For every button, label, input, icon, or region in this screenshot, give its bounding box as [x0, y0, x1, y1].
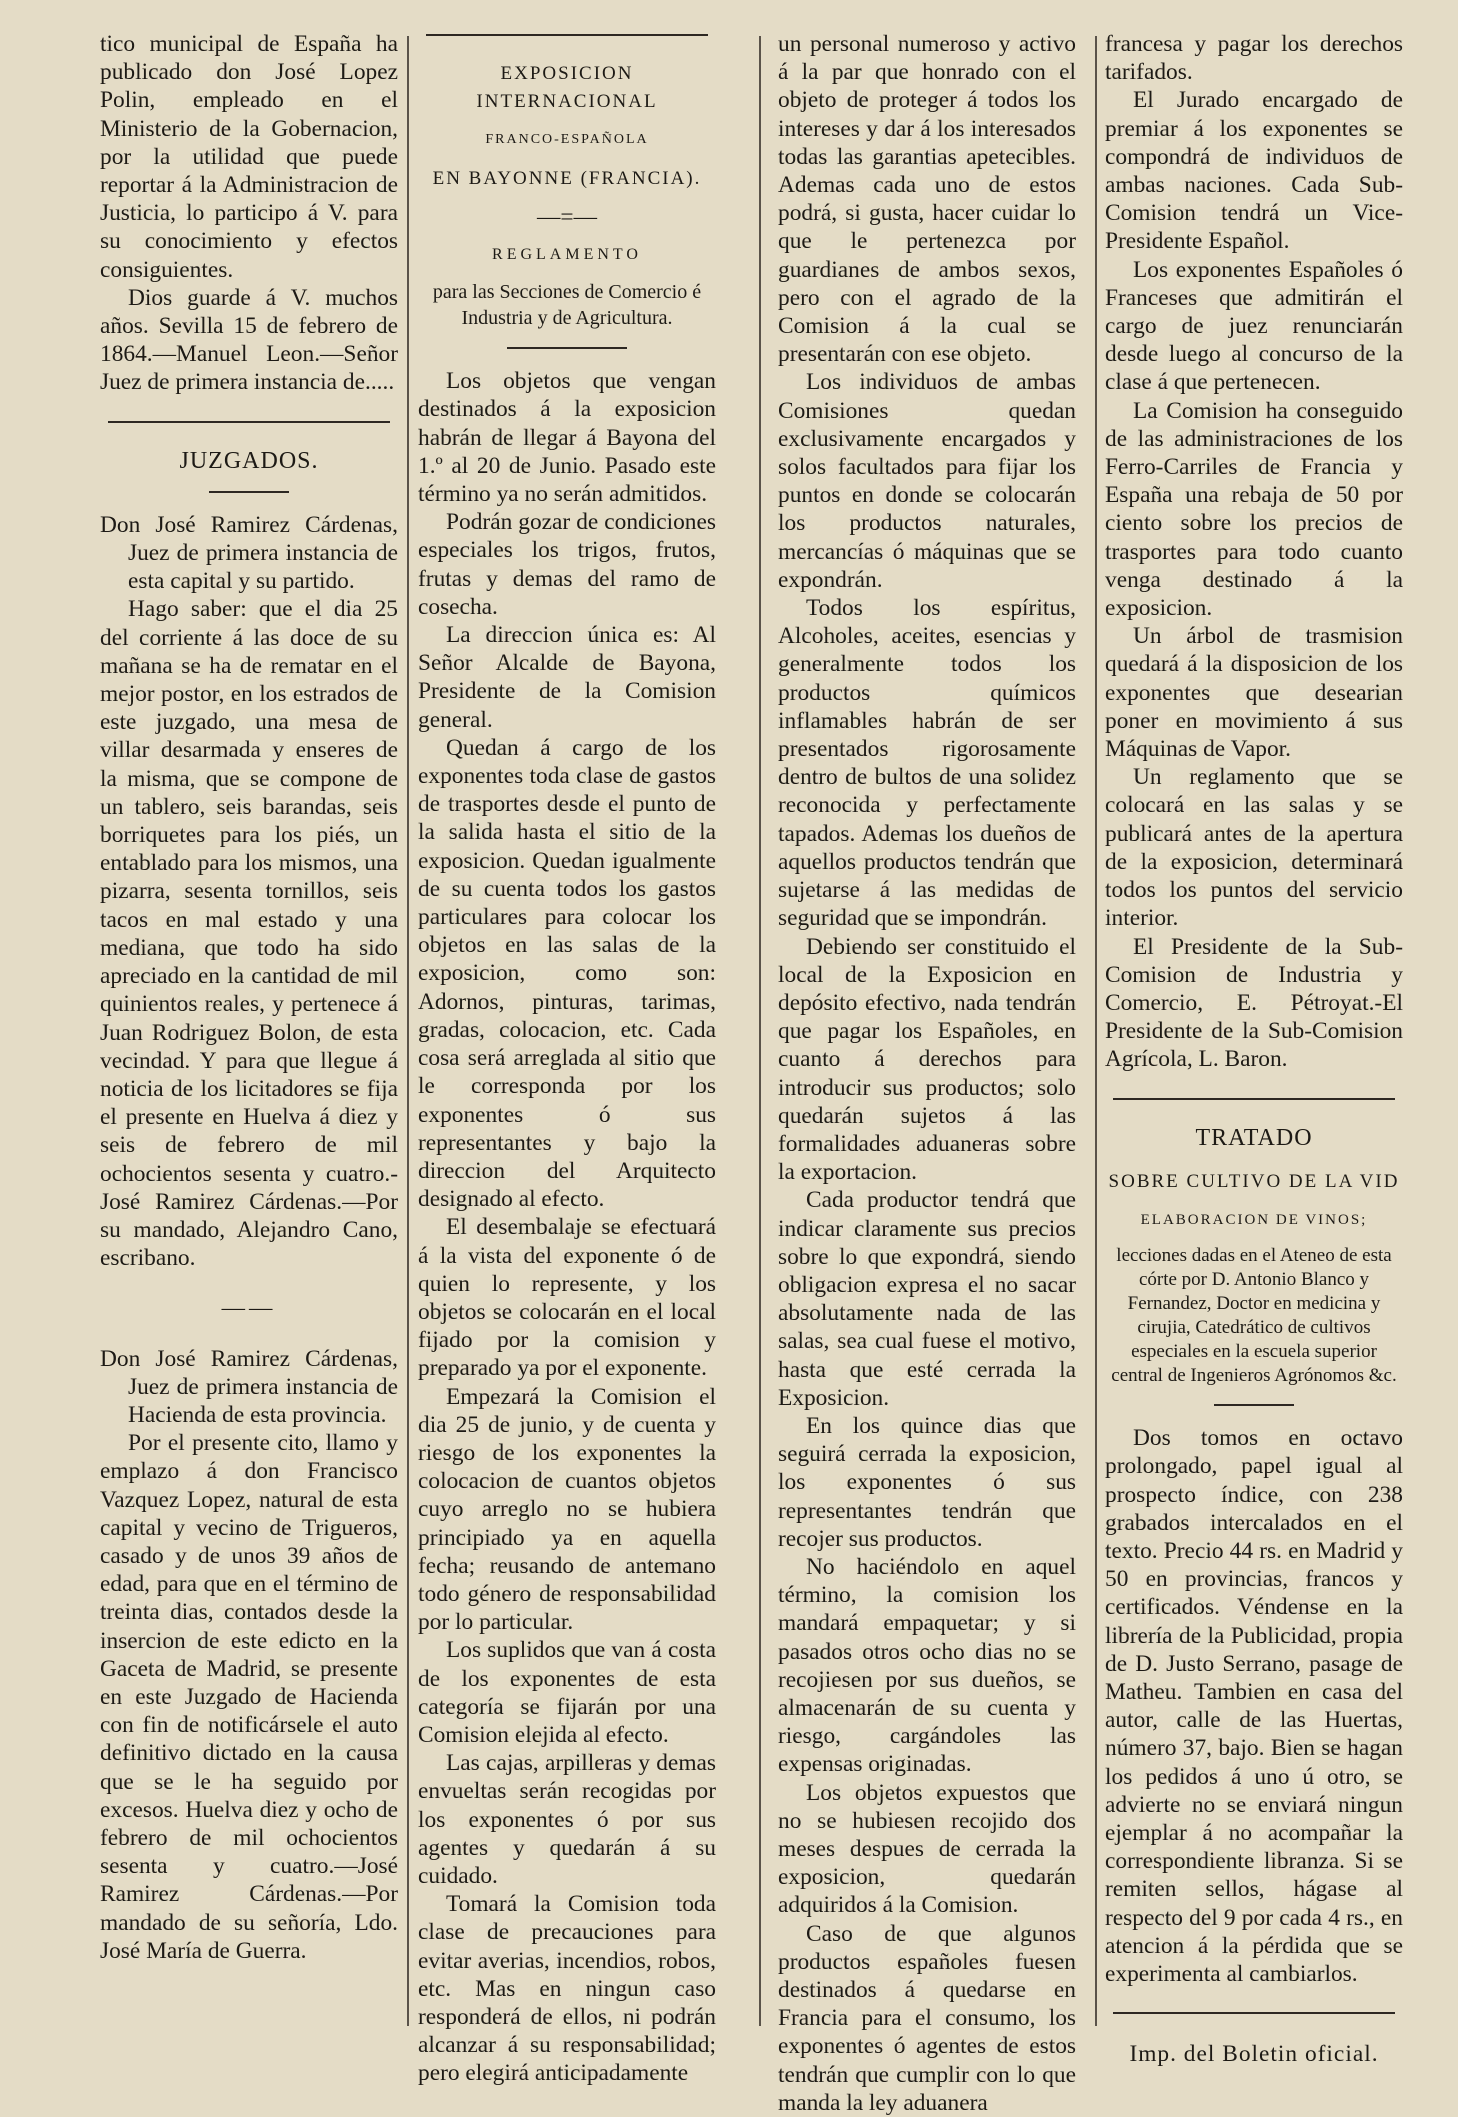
paragraph: un personal numeroso y activo á la par que honrado con el objeto de proteger á todos los intereses y dar á los interesados todas las garantias apetecibles. Ademas cada uno de estos podrá, si gusta, hacer cuidar lo que le pertenezca por guardianes de ambos sexos, pero con el agrado de la Comision á la cual se presentarán con ese objeto. — [778, 31, 1076, 368]
juzgados-title: JUZGADOS. — [179, 447, 319, 474]
paragraph: El desembalaje se efectuará á la vista del exponente ó de quien lo represente, y los objetos se colocarán en el local fijado por la comision y preparado ya por el exponente. — [418, 1214, 716, 1382]
section-divider — [426, 34, 708, 36]
paragraph: Un árbol de trasmision quedará á la disposicion de los exponentes que desearian poner en movimiento á sus Máquinas de Vapor. — [1105, 623, 1403, 763]
paragraph: Todos los espíritus, Alcoholes, aceites, esencias y generalmente todos los productos químicos inflamables habrán de ser presentados rigorosamente dentro de bultos de una solidez reconocida y perfectamente tapados. Ademas los dueños de aquellos productos tendrán que sujetarse á las medidas de seguridad que se impondrán. — [778, 595, 1076, 932]
edict-2-header: Don José Ramirez Cárdenas, Juez de primera instancia de Hacienda de esta provincia. — [100, 1345, 398, 1428]
paragraph: Debiendo ser constituido el local de la Exposicion en depósito efectivo, nada tendrán que pagar los Españoles, en cuanto á derechos para introducir sus productos; solo quedarán sujetos á las formalidades aduaneras sobre la exportacion. — [778, 933, 1076, 1186]
paragraph: Un reglamento que se colocará en las salas y se publicará antes de la apertura de la exposicion, determinará todos los puntos del servicio interior. — [1105, 764, 1403, 932]
paragraph: Los objetos que vengan destinados á la exposicion habrán de llegar á Bayona del 1.º al 20 de Junio. Pasado este término ya no serán admitidos. — [418, 368, 716, 508]
edict-separator: —— — [221, 1295, 277, 1322]
column-rule — [407, 36, 409, 2026]
paragraph: Los individuos de ambas Comisiones quedan exclusivamente encargados y solos facultados para fijar los puntos en donde se colocarán los productos naturales, mercancías ó máquinas que se expondrán. — [778, 369, 1076, 593]
reglamento-title: REGLAMENTO — [492, 246, 642, 264]
letter-continuation: tico municipal de España ha publicado don José Lopez Polin, empleado en el Ministerio de la Gobernacion, por la utilidad que puede reportar á la Administracion de Justicia, lo participo á V. para su conocimiento y efectos consiguientes. — [100, 31, 398, 283]
exposicion-place: EN BAYONNE (FRANCIA). — [432, 167, 702, 189]
section-divider — [1113, 2012, 1395, 2014]
column-1 — [100, 30, 398, 2040]
paragraph: En los quince dias que seguirá cerrada la exposicion, los exponentes ó sus representantes tendrán que recojer sus productos. — [778, 1412, 1076, 1552]
title-underline — [1214, 1404, 1294, 1406]
section-divider — [1113, 1098, 1395, 1100]
paragraph: Las cajas, arpilleras y demas envueltas serán recogidas por los exponentes ó por sus agentes y quedarán á su cuidado. — [418, 1750, 716, 1889]
paragraph: Tomará la Comision toda clase de precauciones para evitar averias, incendios, robos, etc. Mas en ningun caso responderá de ellos, ni podrán alcanzar á su responsabilidad; pero elegirá anticipadamente — [418, 1891, 716, 2087]
paragraph: No haciéndolo en aquel término, la comision los mandará empaquetar; y si pasados otros ocho dias no se recojiesen por sus dueños, se almacenarán de su cuenta y riesgo, cargándoles las expensas originadas. — [778, 1553, 1076, 1778]
edict-2-body: Por el presente cito, llamo y emplazo á don Francisco Vazquez Lopez, natural de esta capital y vecino de Trigueros, casado y de unos 39 años de edad, para que en el término de treinta dias, contados desde la insercion de este edicto en la Gaceta de Madrid, se presente en este Juzgado de Hacienda con fin de notificársele el auto definitivo dictado en la causa que se le ha seguido por excesos. Huelva diez y ocho de febrero de mil ochocientos sesenta y cuatro.—José Ramirez Cárdenas.—Por mandado de su señoría, Ldo. José María de Guerra. — [100, 1430, 398, 1964]
column-2 — [418, 30, 716, 2087]
tratado-body: Dos tomos en octavo prolongado, papel igual al prospecto índice, con 238 grabados intercalados en el texto. Precio 44 rs. en Madrid y 50 en provincias, francos y certificados. Véndense en la librería de la Publicidad, propia de D. Justo Serrano, pasage de Matheu. Tambien en casa del autor, calle de las Huertas, número 37, bajo. Bien se hagan los pedidos á uno ú otro, se advierte no se enviará ningun ejemplar á no acompañar la correspondiente libranza. Si se remiten sellos, hágase al respecto del 9 por cada 4 rs., en atencion á la pérdida que se experimenta al cambiarlos. — [1105, 1425, 1403, 1987]
title-underline — [209, 491, 289, 493]
paragraph: Empezará la Comision el dia 25 de junio, y de cuenta y riesgo de los exponentes la colocacion de cuantos objetos cuyo arreglo no se hubiera principiado ya en aquella fecha; reusando de antemano todo género de responsabilidad por lo particular. — [418, 1383, 716, 1636]
paragraph: Podrán gozar de condiciones especiales los trigos, frutos, frutas y demas del ramo de cosecha. — [418, 509, 716, 620]
section-divider — [108, 421, 390, 423]
tratado-subtitle-2: ELABORACION DE VINOS; — [1140, 1211, 1368, 1228]
tratado-subtitle: SOBRE CULTIVO DE LA VID — [1108, 1170, 1400, 1192]
column-rule — [759, 36, 761, 2026]
column-3 — [778, 30, 1076, 2116]
imprint: Imp. del Boletin oficial. — [1129, 2041, 1379, 2068]
edict-1-body: Hago saber: que el dia 25 del corriente á las doce de su mañana se ha de rematar en el mejor postor, en los estrados de este juzgado, una mesa de villar desarmada y enseres de la misma, que se compone de un tablero, seis barandas, seis borriquetes para los piés, un entablado para los mismos, una pizarra, sesenta tornillos, seis tacos en mal estado y una mediana, que todo ha sido apreciado en la cantidad de mil quinientos reales, y pertenece á Juan Rodriguez Bolon, de esta vecindad. Y para que llegue á noticia de los licitadores se fija el presente en Huelva á diez y seis de febrero de mil ochocientos sesenta y cuatro.-José Ramirez Cárdenas.—Por su mandado, Alejandro Cano, escribano. — [100, 596, 398, 1272]
paragraph: Caso de que algunos productos españoles fuesen destinados á quedarse en Francia para el consumo, los exponentes ó agentes de estos tendrán que cumplir con lo que manda la ley aduanera — [778, 1920, 1076, 2116]
tratado-title: TRATADO — [1195, 1124, 1313, 1151]
paragraph: Cada productor tendrá que indicar claramente sus precios sobre lo que expondrá, siendo obligacion expresa el no sacar absolutamente nada de las salas, sea cual fuese el motivo, hasta que esté cerrada la Exposicion. — [778, 1187, 1076, 1411]
paragraph: Los exponentes Españoles ó Franceses que admitirán el cargo de juez renunciarán desde luego al concurso de la clase á que pertenecen. — [1105, 256, 1403, 396]
exposicion-title: EXPOSICION INTERNACIONAL — [476, 63, 658, 113]
title-underline — [507, 347, 627, 349]
reglamento-intro: para las Secciones de Comercio é Industria y de Agricultura. — [432, 281, 702, 330]
paragraph: El Presidente de la Sub-Comision de Industria y Comercio, E. Pétroyat.-El Presidente de la Sub-Comision Agrícola, L. Baron. — [1105, 933, 1403, 1073]
paragraph: Quedan á cargo de los exponentes toda clase de gastos de trasportes desde el punto de la salida hasta el sitio de la exposicion. Quedan igualmente de su cuenta todos los gastos particulares para colocar los objetos en las salas de la exposicion, como son: Adornos, pinturas, tarimas, gradas, colocacion, etc. Cada cosa será arreglada al sitio que le corresponda por los exponentes ó sus representantes y bajo la direccion del Arquitecto designado al efecto. — [418, 734, 716, 1213]
column-rule — [1095, 36, 1097, 2026]
paragraph: El Jurado encargado de premiar á los exponentes se compondrá de individuos de ambas naciones. Cada Sub-Comision tendrá un Vice-Presidente Español. — [1105, 87, 1403, 255]
edict-1-header: Don José Ramirez Cárdenas, Juez de primera instancia de esta capital y su partido. — [100, 511, 398, 595]
exposicion-subtitle: FRANCO-ESPAÑOLA — [485, 132, 649, 148]
tratado-lecciones: lecciones dadas en el Ateneo de esta córte por D. Antonio Blanco y Fernandez, Doctor en medicina y cirujia, Catedrático de cultivos especiales en la escuela superior central de Ingenieros Agrónomos &c. — [1111, 1245, 1397, 1387]
paragraph: Los suplidos que van á costa de los exponentes de esta categoría se fijarán por una Comision elejida al efecto. — [418, 1637, 716, 1748]
letter-closing: Dios guarde á V. muchos años. Sevilla 15 de febrero de 1864.—Manuel Leon.—Señor Juez de primera instancia de..... — [100, 284, 398, 396]
paragraph: La Comision ha conseguido de las administraciones de los Ferro-Carriles de Francia y España una rebaja de 50 por ciento sobre los precios de trasportes para todo cuanto venga destinado á la exposicion. — [1105, 397, 1403, 622]
paragraph: Los objetos expuestos que no se hubiesen recojido dos meses despues de cerrada la exposicion, quedarán adquiridos á la Comision. — [778, 1779, 1076, 1919]
column-4 — [1105, 30, 1403, 2068]
ornament: —=— — [537, 203, 597, 230]
paragraph: francesa y pagar los derechos tarifados. — [1105, 31, 1403, 86]
paragraph: La direccion única es: Al Señor Alcalde de Bayona, Presidente de la Comision general. — [418, 622, 716, 733]
